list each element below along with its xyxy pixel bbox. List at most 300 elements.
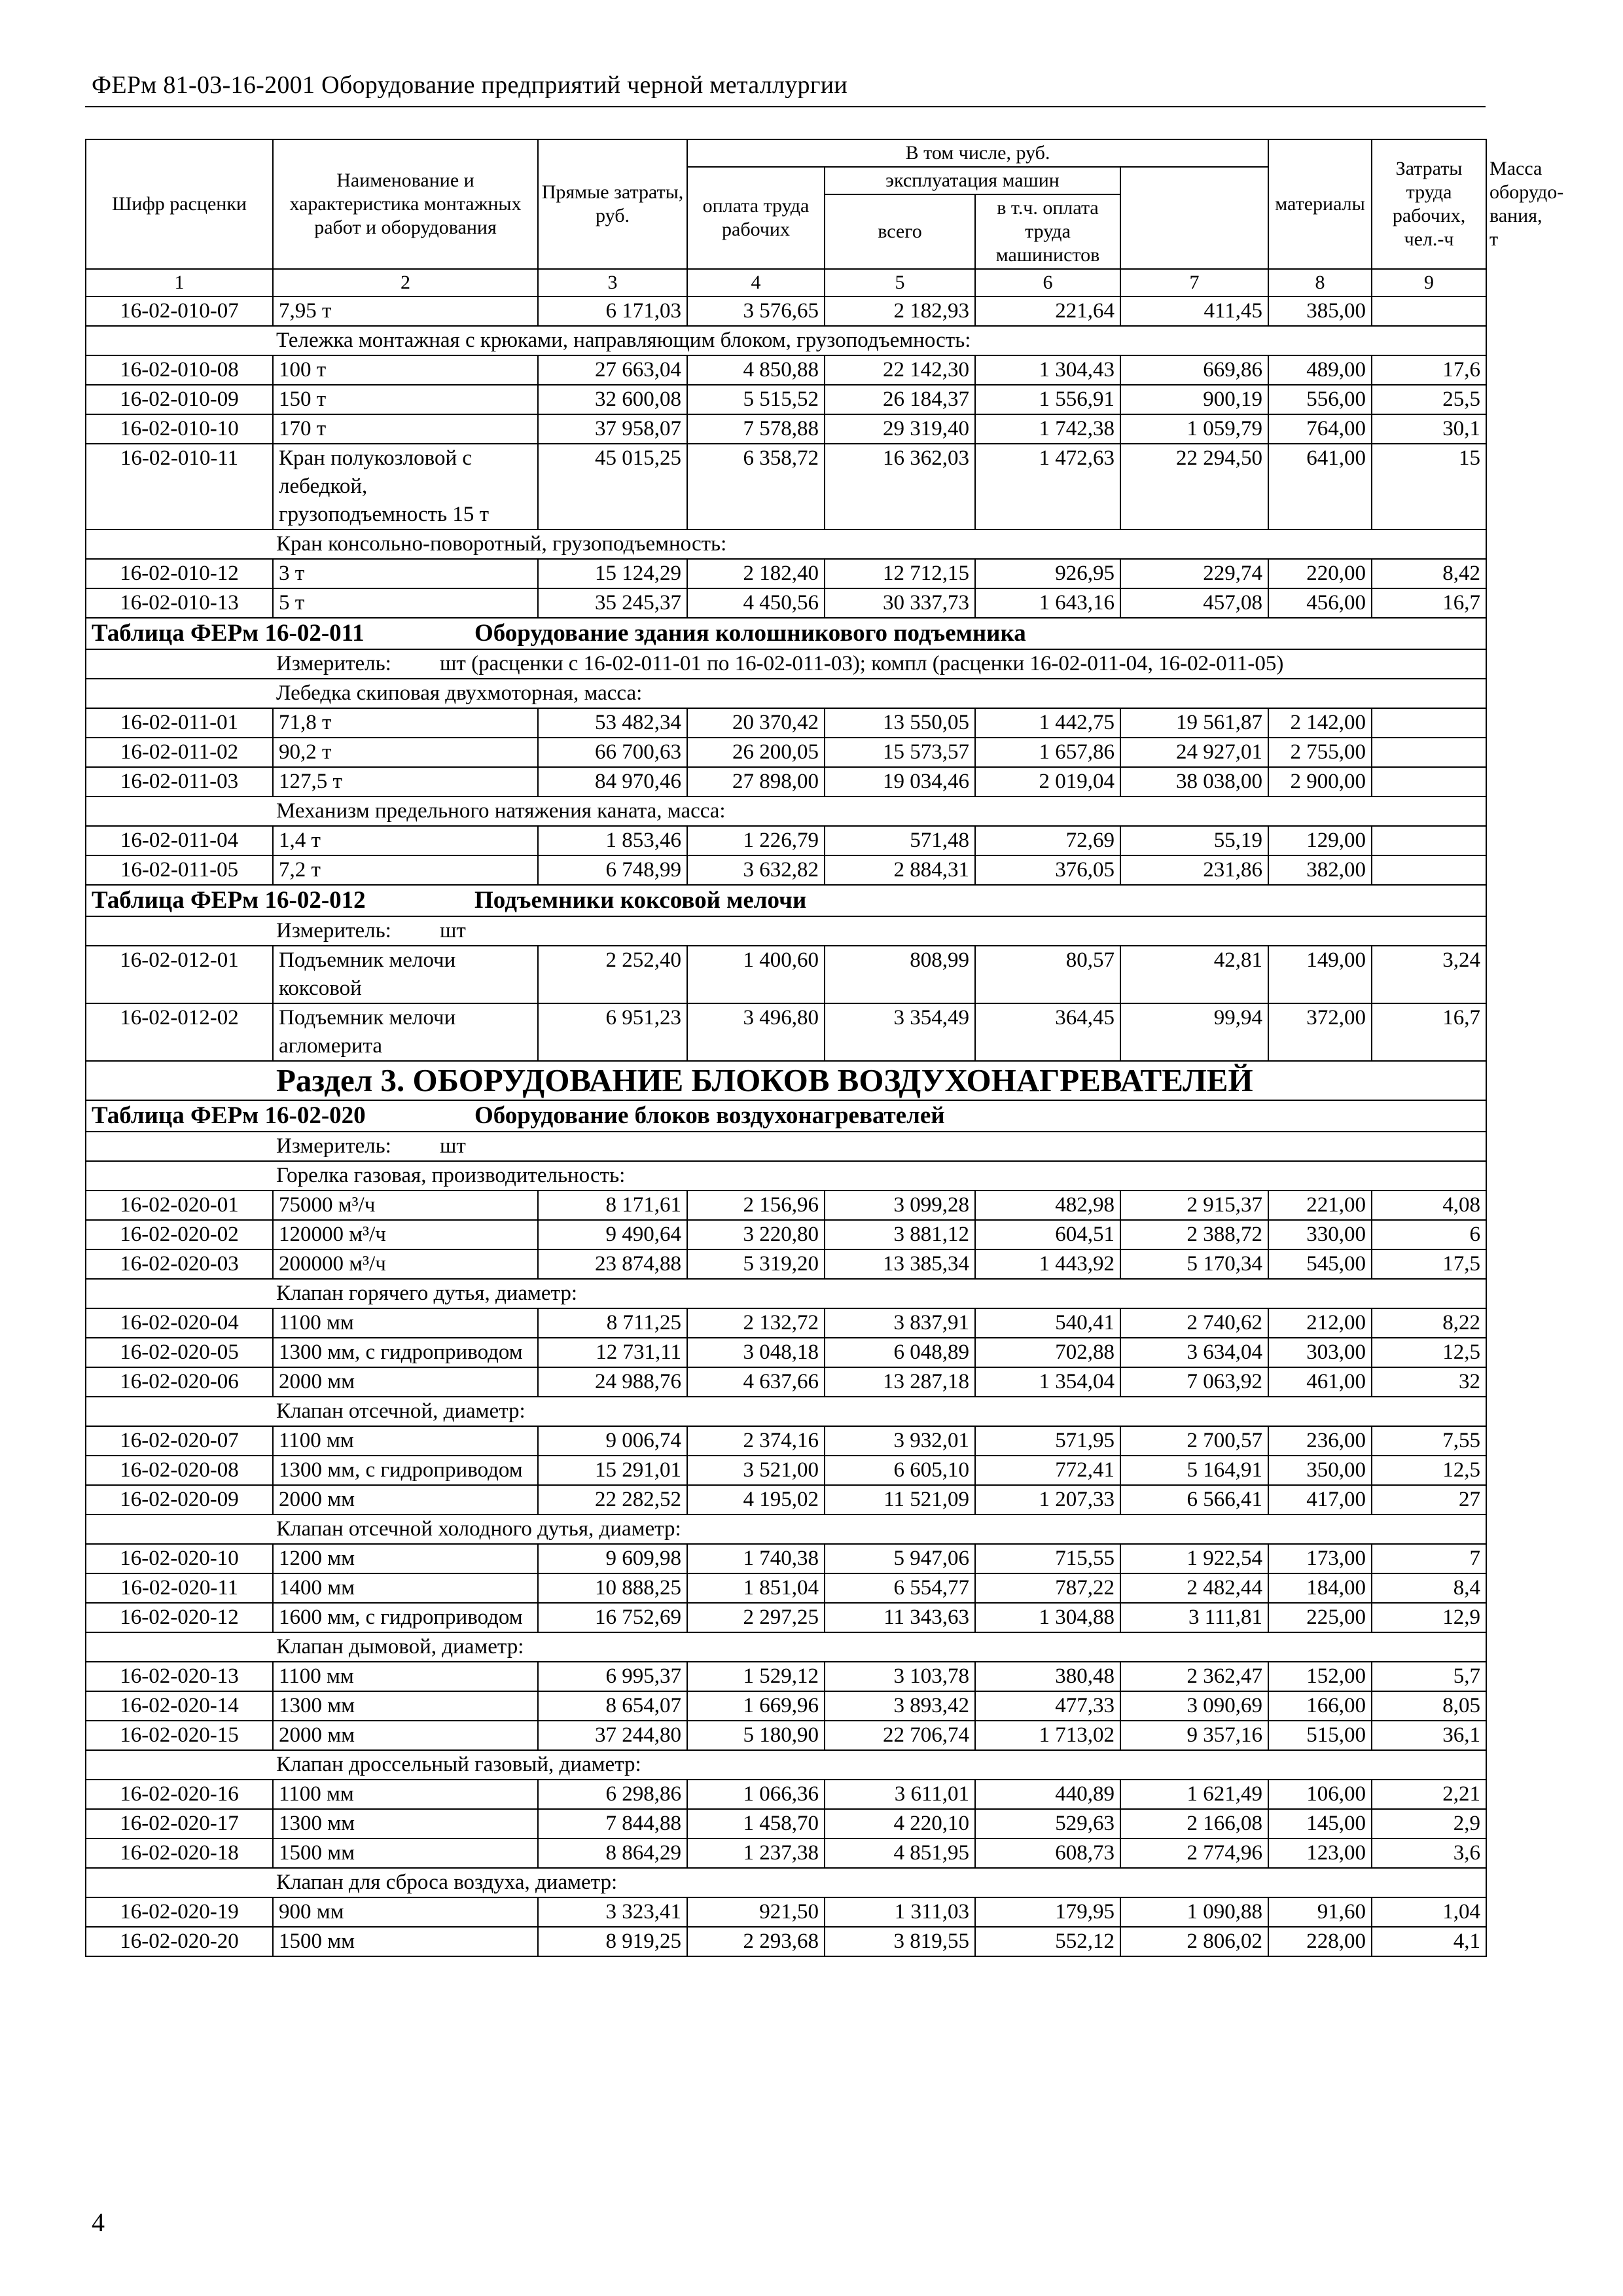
cell-name: 127,5 т xyxy=(273,767,538,797)
cell-mass: 2,21 xyxy=(1372,1780,1486,1809)
cell-name: 3 т xyxy=(273,559,538,588)
cell-code: 16-02-011-03 xyxy=(86,767,273,797)
cell-machines-pay: 715,55 xyxy=(975,1544,1120,1573)
cell-name: 90,2 т xyxy=(273,738,538,767)
cell-name: 150 т xyxy=(273,385,538,414)
cell-machines-pay: 1 443,92 xyxy=(975,1249,1120,1279)
cell-name: 1300 мм xyxy=(273,1809,538,1839)
cell-machines-total: 6 048,89 xyxy=(825,1338,975,1367)
page-header-title: ФЕРм 81-03-16-2001 Оборудование предприятий черной металлургии xyxy=(92,71,848,99)
cell-machines-total: 3 103,78 xyxy=(825,1662,975,1691)
table-row xyxy=(86,1691,1486,1721)
cell-labor-cost: 106,00 xyxy=(1268,1780,1372,1809)
cell-code: 16-02-020-01 xyxy=(86,1191,273,1220)
cell-mass: 15 xyxy=(1372,444,1486,529)
cell-materials: 5 164,91 xyxy=(1120,1456,1268,1485)
cell-labor-cost: 382,00 xyxy=(1268,855,1372,885)
cell-mass: 12,5 xyxy=(1372,1338,1486,1367)
col-number: 6 xyxy=(975,269,1120,296)
cell-machines-total: 16 362,03 xyxy=(825,444,975,529)
cell-direct-cost: 84 970,46 xyxy=(538,767,687,797)
cell-direct-cost: 23 874,88 xyxy=(538,1249,687,1279)
table-number: Таблица ФЕРм 16-02-012 xyxy=(92,887,366,914)
cell-direct-cost: 8 711,25 xyxy=(538,1308,687,1338)
cell-name: 900 мм xyxy=(273,1897,538,1927)
measure-unit-row xyxy=(86,1132,1486,1161)
cell-direct-cost: 6 995,37 xyxy=(538,1662,687,1691)
cell-name: 2000 мм xyxy=(273,1721,538,1750)
cell-mass: 3,6 xyxy=(1372,1839,1486,1868)
cell-machines-total: 13 550,05 xyxy=(825,708,975,738)
cell-labor-cost: 350,00 xyxy=(1268,1456,1372,1485)
cell-labor-pay: 3 048,18 xyxy=(687,1338,825,1367)
cell-machines-total: 22 706,74 xyxy=(825,1721,975,1750)
cell-labor-pay: 5 515,52 xyxy=(687,385,825,414)
cell-labor-pay: 5 319,20 xyxy=(687,1249,825,1279)
col-number: 7 xyxy=(1120,269,1268,296)
cell-materials: 38 038,00 xyxy=(1120,767,1268,797)
cell-code: 16-02-011-01 xyxy=(86,708,273,738)
table-header: Шифр расценки Наименование и характеристика монтажных работ и оборудования Прямые затраты, руб. В том числе, руб. материалы Затраты труда рабочих, чел.-ч Масса оборудо-вания, т оплата труда рабочих эксплуатация машин всего в т.ч. оплата труда машинистов 1 2 3 4 5 6 7 8 9 xyxy=(86,139,1486,296)
cell-machines-pay: 1 304,88 xyxy=(975,1603,1120,1632)
cell-materials: 55,19 xyxy=(1120,826,1268,855)
cell-materials: 6 566,41 xyxy=(1120,1485,1268,1515)
cell-code: 16-02-010-12 xyxy=(86,559,273,588)
cell-labor-pay: 4 637,66 xyxy=(687,1367,825,1397)
cell-machines-total: 11 343,63 xyxy=(825,1603,975,1632)
cell-code: 16-02-020-12 xyxy=(86,1603,273,1632)
cell-name: 1100 мм xyxy=(273,1308,538,1338)
cell-labor-cost: 166,00 xyxy=(1268,1691,1372,1721)
cell-code: 16-02-011-05 xyxy=(86,855,273,885)
cell-machines-total: 6 605,10 xyxy=(825,1456,975,1485)
cell-materials: 457,08 xyxy=(1120,588,1268,618)
cell-machines-pay: 1 713,02 xyxy=(975,1721,1120,1750)
table-row xyxy=(86,1485,1486,1515)
cell-labor-cost: 303,00 xyxy=(1268,1338,1372,1367)
cell-machines-pay: 1 304,43 xyxy=(975,355,1120,385)
cell-labor-cost: 173,00 xyxy=(1268,1544,1372,1573)
cell-labor-cost: 123,00 xyxy=(1268,1839,1372,1868)
cell-labor-pay: 2 297,25 xyxy=(687,1603,825,1632)
measure-unit-value: шт xyxy=(440,1134,466,1158)
table-row xyxy=(86,1603,1486,1632)
cell-machines-total: 6 554,77 xyxy=(825,1573,975,1603)
cell-code: 16-02-020-03 xyxy=(86,1249,273,1279)
cell-machines-pay: 376,05 xyxy=(975,855,1120,885)
cell-labor-pay: 1 066,36 xyxy=(687,1780,825,1809)
cell-labor-pay: 1 237,38 xyxy=(687,1839,825,1868)
cell-direct-cost: 1 853,46 xyxy=(538,826,687,855)
group-caption-row xyxy=(86,1868,1486,1897)
cell-labor-cost: 225,00 xyxy=(1268,1603,1372,1632)
cell-machines-total: 3 932,01 xyxy=(825,1426,975,1456)
table-row xyxy=(86,767,1486,797)
cell-materials: 2 166,08 xyxy=(1120,1809,1268,1839)
cell-mass: 32 xyxy=(1372,1367,1486,1397)
header-rule xyxy=(85,106,1486,107)
cell-labor-pay: 2 182,40 xyxy=(687,559,825,588)
section-heading-row xyxy=(86,1061,1486,1100)
cell-machines-total: 1 311,03 xyxy=(825,1897,975,1927)
cell-labor-pay: 4 850,88 xyxy=(687,355,825,385)
table-heading xyxy=(86,1100,1486,1132)
cell-machines-total: 3 881,12 xyxy=(825,1220,975,1249)
cell-materials: 2 740,62 xyxy=(1120,1308,1268,1338)
cell-materials: 411,45 xyxy=(1120,296,1268,326)
cell-machines-pay: 608,73 xyxy=(975,1839,1120,1868)
table-row xyxy=(86,1367,1486,1397)
cell-direct-cost: 6 171,03 xyxy=(538,296,687,326)
col-header-code: Шифр расценки xyxy=(86,139,273,269)
cell-code: 16-02-020-02 xyxy=(86,1220,273,1249)
cell-name: Подъемник мелочи коксовой xyxy=(273,946,538,1003)
cell-materials: 669,86 xyxy=(1120,355,1268,385)
cell-mass xyxy=(1372,826,1486,855)
table-row xyxy=(86,588,1486,618)
cell-direct-cost: 6 298,86 xyxy=(538,1780,687,1809)
group-caption: Лебедка скиповая двухмоторная, масса: xyxy=(86,679,1486,708)
table-row xyxy=(86,1721,1486,1750)
cell-direct-cost: 9 006,74 xyxy=(538,1426,687,1456)
cell-materials: 229,74 xyxy=(1120,559,1268,588)
table-row xyxy=(86,946,1486,1003)
cell-mass: 27 xyxy=(1372,1485,1486,1515)
cell-name: 1300 мм xyxy=(273,1691,538,1721)
measure-unit-value: шт (расценки с 16-02-011-01 по 16-02-011-03); компл (расценки 16-02-011-04, 16-02-011-05) xyxy=(440,652,1284,675)
cell-materials: 5 170,34 xyxy=(1120,1249,1268,1279)
cell-labor-pay: 3 632,82 xyxy=(687,855,825,885)
cell-name: 2000 мм xyxy=(273,1367,538,1397)
table-row xyxy=(86,1003,1486,1061)
cell-machines-pay: 604,51 xyxy=(975,1220,1120,1249)
table-number: Таблица ФЕРм 16-02-011 xyxy=(92,620,365,647)
cell-direct-cost: 2 252,40 xyxy=(538,946,687,1003)
cell-machines-pay: 1 657,86 xyxy=(975,738,1120,767)
group-caption-row xyxy=(86,797,1486,826)
cell-mass: 8,22 xyxy=(1372,1308,1486,1338)
cell-direct-cost: 6 951,23 xyxy=(538,1003,687,1061)
cell-labor-cost: 2 900,00 xyxy=(1268,767,1372,797)
cell-direct-cost: 66 700,63 xyxy=(538,738,687,767)
group-caption: Клапан отсечной холодного дутья, диаметр: xyxy=(86,1515,1486,1544)
cell-name: 1500 мм xyxy=(273,1927,538,1956)
cell-name: 100 т xyxy=(273,355,538,385)
cell-machines-pay: 482,98 xyxy=(975,1191,1120,1220)
cell-labor-cost: 2 142,00 xyxy=(1268,708,1372,738)
cell-direct-cost: 10 888,25 xyxy=(538,1573,687,1603)
cell-machines-pay: 926,95 xyxy=(975,559,1120,588)
cell-labor-cost: 220,00 xyxy=(1268,559,1372,588)
cell-machines-total: 19 034,46 xyxy=(825,767,975,797)
table-heading xyxy=(86,885,1486,916)
table-title: Оборудование блоков воздухонагревателей xyxy=(474,1102,945,1129)
table-row xyxy=(86,1544,1486,1573)
group-caption-row xyxy=(86,529,1486,559)
col-number: 4 xyxy=(687,269,825,296)
cell-labor-pay: 1 458,70 xyxy=(687,1809,825,1839)
cell-name: 1200 мм xyxy=(273,1544,538,1573)
table-row xyxy=(86,1927,1486,1956)
cell-materials: 3 111,81 xyxy=(1120,1603,1268,1632)
cell-labor-pay: 2 156,96 xyxy=(687,1191,825,1220)
cell-code: 16-02-020-07 xyxy=(86,1426,273,1456)
cell-machines-total: 2 182,93 xyxy=(825,296,975,326)
cell-machines-pay: 1 556,91 xyxy=(975,385,1120,414)
cell-direct-cost: 37 244,80 xyxy=(538,1721,687,1750)
cell-direct-cost: 22 282,52 xyxy=(538,1485,687,1515)
group-caption: Горелка газовая, производительность: xyxy=(86,1161,1486,1191)
cell-direct-cost: 6 748,99 xyxy=(538,855,687,885)
cell-machines-total: 26 184,37 xyxy=(825,385,975,414)
group-caption-row xyxy=(86,326,1486,355)
group-caption: Тележка монтажная с крюками, направляющим блоком, грузоподъемность: xyxy=(86,326,1486,355)
cell-labor-pay: 2 132,72 xyxy=(687,1308,825,1338)
cell-machines-total: 808,99 xyxy=(825,946,975,1003)
cell-mass: 8,42 xyxy=(1372,559,1486,588)
cell-code: 16-02-020-08 xyxy=(86,1456,273,1485)
cell-labor-pay: 1 669,96 xyxy=(687,1691,825,1721)
cell-name: 1500 мм xyxy=(273,1839,538,1868)
cell-machines-pay: 2 019,04 xyxy=(975,767,1120,797)
cell-direct-cost: 9 490,64 xyxy=(538,1220,687,1249)
cell-direct-cost: 37 958,07 xyxy=(538,414,687,444)
table-heading-row xyxy=(86,618,1486,649)
cell-mass: 30,1 xyxy=(1372,414,1486,444)
table-heading xyxy=(86,618,1486,649)
cell-code: 16-02-011-02 xyxy=(86,738,273,767)
cell-materials: 1 922,54 xyxy=(1120,1544,1268,1573)
cell-machines-total: 29 319,40 xyxy=(825,414,975,444)
cell-direct-cost: 8 654,07 xyxy=(538,1691,687,1721)
cell-name: 7,95 т xyxy=(273,296,538,326)
cell-materials: 24 927,01 xyxy=(1120,738,1268,767)
cell-code: 16-02-012-01 xyxy=(86,946,273,1003)
group-caption: Клапан для сброса воздуха, диаметр: xyxy=(86,1868,1486,1897)
cell-code: 16-02-010-11 xyxy=(86,444,273,529)
table-row xyxy=(86,1249,1486,1279)
group-caption-row xyxy=(86,1632,1486,1662)
cell-labor-cost: 461,00 xyxy=(1268,1367,1372,1397)
cell-labor-cost: 91,60 xyxy=(1268,1897,1372,1927)
cell-mass: 5,7 xyxy=(1372,1662,1486,1691)
table-row xyxy=(86,855,1486,885)
cell-machines-total: 3 893,42 xyxy=(825,1691,975,1721)
cell-machines-pay: 1 442,75 xyxy=(975,708,1120,738)
cell-direct-cost: 12 731,11 xyxy=(538,1338,687,1367)
table-row xyxy=(86,1809,1486,1839)
cell-code: 16-02-012-02 xyxy=(86,1003,273,1061)
cell-name: 1100 мм xyxy=(273,1426,538,1456)
table-row xyxy=(86,1839,1486,1868)
table-heading-row xyxy=(86,1100,1486,1132)
cell-machines-total: 22 142,30 xyxy=(825,355,975,385)
cell-materials: 3 634,04 xyxy=(1120,1338,1268,1367)
cell-labor-cost: 2 755,00 xyxy=(1268,738,1372,767)
cell-machines-pay: 1 742,38 xyxy=(975,414,1120,444)
cell-mass: 4,08 xyxy=(1372,1191,1486,1220)
cell-mass: 17,5 xyxy=(1372,1249,1486,1279)
cell-mass: 16,7 xyxy=(1372,588,1486,618)
table-number: Таблица ФЕРм 16-02-020 xyxy=(92,1102,366,1129)
cell-labor-cost: 228,00 xyxy=(1268,1927,1372,1956)
cell-machines-pay: 364,45 xyxy=(975,1003,1120,1061)
cell-machines-total: 4 851,95 xyxy=(825,1839,975,1868)
measure-unit xyxy=(86,1132,1486,1161)
col-number: 9 xyxy=(1372,269,1486,296)
cell-mass: 12,9 xyxy=(1372,1603,1486,1632)
cell-labor-cost: 184,00 xyxy=(1268,1573,1372,1603)
cell-machines-pay: 440,89 xyxy=(975,1780,1120,1809)
table-row xyxy=(86,826,1486,855)
cell-machines-pay: 72,69 xyxy=(975,826,1120,855)
cell-materials: 99,94 xyxy=(1120,1003,1268,1061)
cell-labor-pay: 27 898,00 xyxy=(687,767,825,797)
table-row xyxy=(86,1897,1486,1927)
cell-labor-pay: 1 400,60 xyxy=(687,946,825,1003)
cell-name: 170 т xyxy=(273,414,538,444)
cell-name: 2000 мм xyxy=(273,1485,538,1515)
cell-machines-total: 30 337,73 xyxy=(825,588,975,618)
cell-mass xyxy=(1372,296,1486,326)
cell-machines-pay: 787,22 xyxy=(975,1573,1120,1603)
cell-mass: 12,5 xyxy=(1372,1456,1486,1485)
col-header-labor-cost: Затраты труда рабочих, чел.-ч xyxy=(1372,139,1486,269)
cell-machines-total: 15 573,57 xyxy=(825,738,975,767)
group-caption: Клапан горячего дутья, диаметр: xyxy=(86,1279,1486,1308)
table-row xyxy=(86,559,1486,588)
cell-labor-pay: 7 578,88 xyxy=(687,414,825,444)
cell-machines-total: 571,48 xyxy=(825,826,975,855)
cell-code: 16-02-020-16 xyxy=(86,1780,273,1809)
cell-mass: 2,9 xyxy=(1372,1809,1486,1839)
cell-materials: 900,19 xyxy=(1120,385,1268,414)
cell-direct-cost: 3 323,41 xyxy=(538,1897,687,1927)
measure-unit-label: Измеритель: xyxy=(276,652,391,675)
measure-unit xyxy=(86,649,1486,679)
cell-direct-cost: 9 609,98 xyxy=(538,1544,687,1573)
cell-labor-pay: 6 358,72 xyxy=(687,444,825,529)
col-number: 1 xyxy=(86,269,273,296)
cell-materials: 22 294,50 xyxy=(1120,444,1268,529)
cell-labor-cost: 764,00 xyxy=(1268,414,1372,444)
cell-machines-pay: 1 207,33 xyxy=(975,1485,1120,1515)
cell-labor-pay: 3 521,00 xyxy=(687,1456,825,1485)
cell-labor-pay: 26 200,05 xyxy=(687,738,825,767)
col-header-machines: эксплуатация машин xyxy=(825,167,1120,194)
cell-mass: 3,24 xyxy=(1372,946,1486,1003)
cell-name: 1,4 т xyxy=(273,826,538,855)
cell-labor-cost: 385,00 xyxy=(1268,296,1372,326)
col-number: 8 xyxy=(1268,269,1372,296)
col-number: 5 xyxy=(825,269,975,296)
table-heading-row xyxy=(86,885,1486,916)
cell-direct-cost: 53 482,34 xyxy=(538,708,687,738)
cell-direct-cost: 8 864,29 xyxy=(538,1839,687,1868)
cell-name: Кран полукозловой с лебедкой, грузоподъемность 15 т xyxy=(273,444,538,529)
cell-machines-total: 13 287,18 xyxy=(825,1367,975,1397)
cell-code: 16-02-020-10 xyxy=(86,1544,273,1573)
group-caption-row xyxy=(86,1279,1486,1308)
table-row xyxy=(86,1308,1486,1338)
cell-labor-pay: 4 450,56 xyxy=(687,588,825,618)
cell-direct-cost: 15 291,01 xyxy=(538,1456,687,1485)
cell-name: 5 т xyxy=(273,588,538,618)
cell-materials: 1 059,79 xyxy=(1120,414,1268,444)
cell-labor-cost: 145,00 xyxy=(1268,1809,1372,1839)
cell-materials: 1 621,49 xyxy=(1120,1780,1268,1809)
cell-machines-total: 3 099,28 xyxy=(825,1191,975,1220)
cell-labor-cost: 129,00 xyxy=(1268,826,1372,855)
price-table xyxy=(85,139,1564,1957)
table-row xyxy=(86,1426,1486,1456)
measure-unit-row xyxy=(86,649,1486,679)
cell-labor-cost: 236,00 xyxy=(1268,1426,1372,1456)
cell-code: 16-02-020-06 xyxy=(86,1367,273,1397)
group-caption: Кран консольно-поворотный, грузоподъемность: xyxy=(86,529,1486,559)
group-caption: Механизм предельного натяжения каната, масса: xyxy=(86,797,1486,826)
cell-direct-cost: 8 171,61 xyxy=(538,1191,687,1220)
cell-labor-cost: 212,00 xyxy=(1268,1308,1372,1338)
cell-code: 16-02-020-18 xyxy=(86,1839,273,1868)
cell-code: 16-02-020-14 xyxy=(86,1691,273,1721)
measure-unit-value: шт xyxy=(440,919,466,942)
group-caption: Клапан отсечной, диаметр: xyxy=(86,1397,1486,1426)
col-header-incl: В том числе, руб. xyxy=(687,139,1268,167)
cell-code: 16-02-020-19 xyxy=(86,1897,273,1927)
cell-direct-cost: 35 245,37 xyxy=(538,588,687,618)
measure-unit-label: Измеритель: xyxy=(276,919,391,942)
table-row xyxy=(86,738,1486,767)
cell-code: 16-02-010-08 xyxy=(86,355,273,385)
cell-machines-pay: 1 354,04 xyxy=(975,1367,1120,1397)
cell-materials: 2 915,37 xyxy=(1120,1191,1268,1220)
group-caption-row xyxy=(86,1515,1486,1544)
cell-direct-cost: 32 600,08 xyxy=(538,385,687,414)
col-header-name: Наименование и характеристика монтажных работ и оборудования xyxy=(273,139,538,269)
cell-machines-total: 11 521,09 xyxy=(825,1485,975,1515)
cell-direct-cost: 16 752,69 xyxy=(538,1603,687,1632)
group-caption: Клапан дроссельный газовый, диаметр: xyxy=(86,1750,1486,1780)
col-number: 3 xyxy=(538,269,687,296)
cell-labor-pay: 2 293,68 xyxy=(687,1927,825,1956)
cell-materials: 42,81 xyxy=(1120,946,1268,1003)
table-row xyxy=(86,414,1486,444)
cell-code: 16-02-020-04 xyxy=(86,1308,273,1338)
cell-materials: 7 063,92 xyxy=(1120,1367,1268,1397)
cell-machines-pay: 380,48 xyxy=(975,1662,1120,1691)
cell-machines-pay: 772,41 xyxy=(975,1456,1120,1485)
cell-machines-total: 13 385,34 xyxy=(825,1249,975,1279)
cell-name: 1100 мм xyxy=(273,1780,538,1809)
cell-labor-pay: 5 180,90 xyxy=(687,1721,825,1750)
table-row xyxy=(86,1662,1486,1691)
cell-code: 16-02-020-17 xyxy=(86,1809,273,1839)
table-row xyxy=(86,296,1486,326)
cell-labor-pay: 2 374,16 xyxy=(687,1426,825,1456)
cell-labor-pay: 1 529,12 xyxy=(687,1662,825,1691)
cell-machines-pay: 80,57 xyxy=(975,946,1120,1003)
col-header-direct: Прямые затраты, руб. xyxy=(538,139,687,269)
cell-machines-pay: 1 643,16 xyxy=(975,588,1120,618)
cell-direct-cost: 24 988,76 xyxy=(538,1367,687,1397)
cell-name: 1300 мм, с гидроприводом xyxy=(273,1338,538,1367)
cell-name: 75000 м³/ч xyxy=(273,1191,538,1220)
cell-materials: 2 482,44 xyxy=(1120,1573,1268,1603)
cell-code: 16-02-020-05 xyxy=(86,1338,273,1367)
col-header-machines-total: всего xyxy=(825,194,975,269)
col-header-labor-pay: оплата труда рабочих xyxy=(687,167,825,269)
